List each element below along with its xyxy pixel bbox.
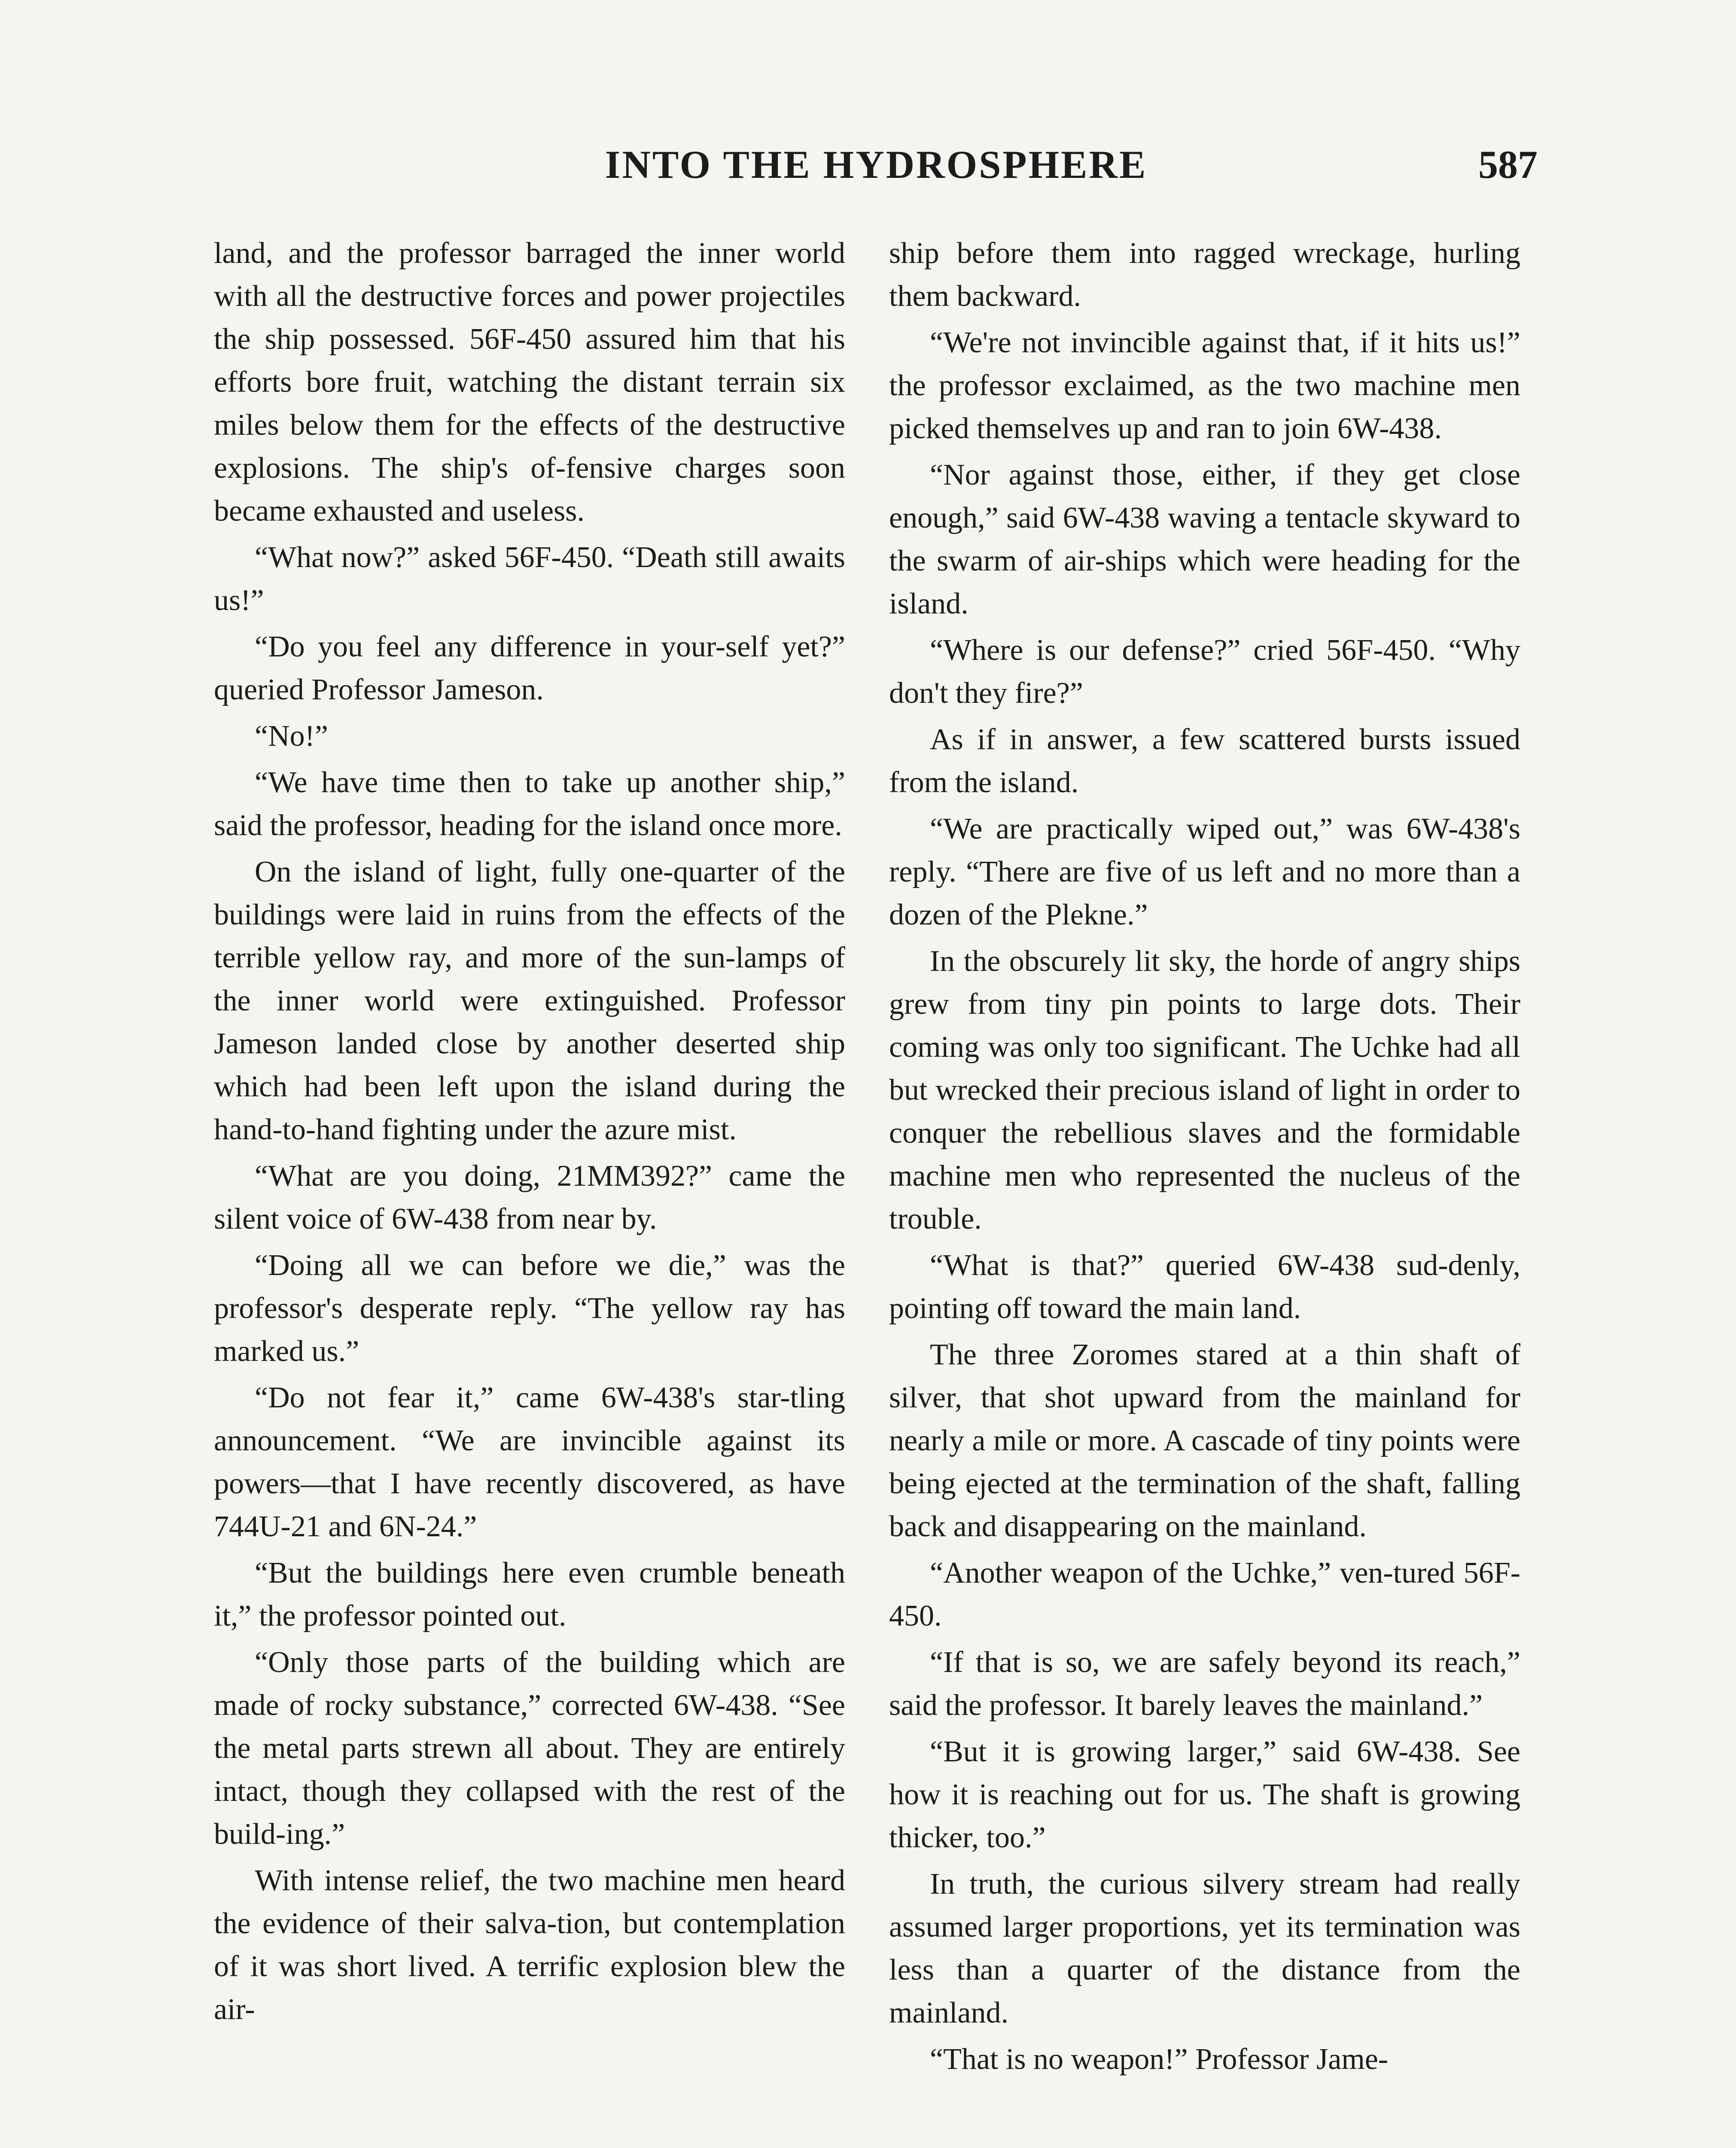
page-header <box>215 142 1538 193</box>
paragraph: “Where is our defense?” cried 56F-450. “Why don't they fire?” <box>889 634 1520 710</box>
paragraph: “But the buildings here even crumble beneath it,” the professor pointed out. <box>214 1556 845 1632</box>
paragraph: “No!” <box>255 720 329 753</box>
paragraph: “Do you feel any difference in your-self yet?” queried Professor Jameson. <box>214 630 845 706</box>
paragraph: “Doing all we can before we die,” was the professor's desperate reply. “The yellow ray has marked us.” <box>214 1249 845 1368</box>
paragraph: “What now?” asked 56F-450. “Death still awaits us!” <box>214 541 845 617</box>
paragraph: “Nor against those, either, if they get close enough,” said 6W-438 waving a tentacle skyward to the swarm of air-ships which were heading for the island. <box>889 458 1520 620</box>
running-title: INTO THE HYDROSPHERE <box>605 143 1148 186</box>
paragraph: “Only those parts of the building which are made of rocky substance,” corrected 6W-438. “See the metal parts strewn all about. They are entirely intact, though they collapsed with the rest of the build-ing.” <box>214 1646 845 1851</box>
paragraph: “That is no weapon!” Professor Jame- <box>930 2043 1389 2076</box>
paragraph: “If that is so, we are safely beyond its reach,” said the professor. It barely leaves the mainland.” <box>889 1646 1520 1722</box>
left-column <box>214 232 845 2035</box>
paragraph: “We have time then to take up another ship,” said the professor, heading for the island once more. <box>214 766 845 842</box>
paragraph: In the obscurely lit sky, the horde of angry ships grew from tiny pin points to large dots. Their coming was only too significant. The Uchke had all but wrecked their precious island of light in order to conquer the rebellious slaves and the formidable machine men who represented the nucleus of the trouble. <box>889 945 1520 1236</box>
paragraph: In truth, the curious silvery stream had really assumed larger proportions, yet its termination was less than a quarter of the distance from the mainland. <box>889 1867 1520 2029</box>
paragraph: On the island of light, fully one-quarter of the buildings were laid in ruins from the effects of the terrible yellow ray, and more of the sun-lamps of the inner world were extinguished. Professor Jameson landed close by another deserted ship which had been left upon the island during the hand-to-hand fighting under the azure mist. <box>214 855 845 1146</box>
paragraph: ship before them into ragged wreckage, hurling them backward. <box>889 237 1520 313</box>
paragraph: land, and the professor barraged the inner world with all the destructive forces and power projectiles the ship possessed. 56F-450 assured him that his efforts bore fruit, watching the distant terrain six miles below them for the effects of the destructive explosions. The ship's of-fensive charges soon became exhausted and useless. <box>214 237 845 528</box>
right-column <box>889 232 1520 2084</box>
paragraph: “What are you doing, 21MM392?” came the silent voice of 6W-438 from near by. <box>214 1159 845 1236</box>
paragraph: “What is that?” queried 6W-438 sud-denly, pointing off toward the main land. <box>889 1249 1520 1325</box>
paragraph: “Another weapon of the Uchke,” ven-tured 56F-450. <box>889 1556 1520 1632</box>
paragraph: “Do not fear it,” came 6W-438's star-tling announcement. “We are invincible against its powers—that I have recently discovered, as have 744U-21 and 6N-24.” <box>214 1381 845 1543</box>
paragraph: “But it is growing larger,” said 6W-438. See how it is reaching out for us. The shaft is growing thicker, too.” <box>889 1735 1520 1854</box>
paragraph: “We're not invincible against that, if it hits us!” the professor exclaimed, as the two machine men picked themselves up and ran to join 6W-438. <box>889 326 1520 445</box>
paragraph: The three Zoromes stared at a thin shaft of silver, that shot upward from the mainland for nearly a mile or more. A cascade of tiny points were being ejected at the termination of the shaft, falling back and disappearing on the mainland. <box>889 1338 1520 1543</box>
paragraph: With intense relief, the two machine men heard the evidence of their salva-tion, but contemplation of it was short lived. A terrific explosion blew the air- <box>214 1864 845 2026</box>
paragraph: “We are practically wiped out,” was 6W-438's reply. “There are five of us left and no more than a dozen of the Plekne.” <box>889 812 1520 931</box>
paragraph: As if in answer, a few scattered bursts issued from the island. <box>889 723 1520 799</box>
page-number: 587 <box>1478 143 1538 186</box>
